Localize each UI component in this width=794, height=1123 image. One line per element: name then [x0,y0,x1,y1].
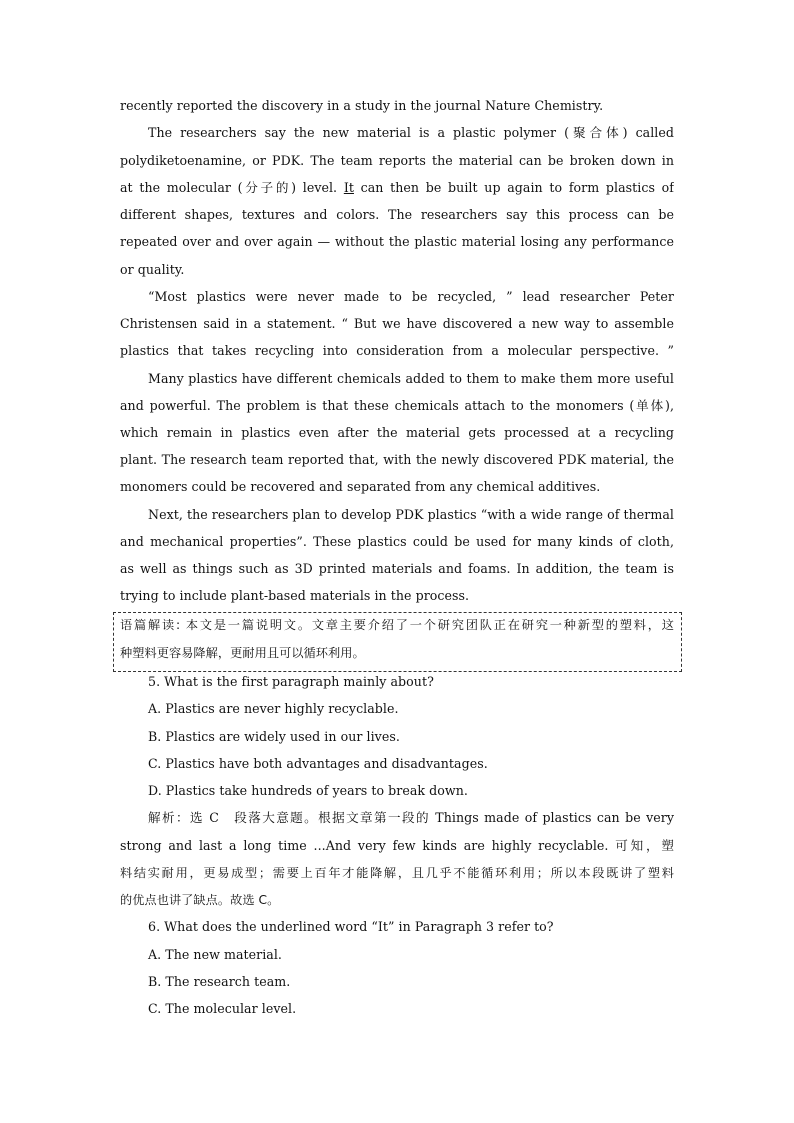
paragraph-2-line-6: or quality. [120,262,185,277]
paragraph-4-line-3: which remain in plastics even after the material gets processed at a recycling [120,425,674,440]
summary-line-1: 语篇解读: 本文是一篇说明文。文章主要介绍了一个研究团队正在研究一种新型的塑料，这 [120,618,674,632]
paragraph-4-line-2: and powerful. The problem is that these chemicals attach to the monomers (单体), [120,398,674,413]
paragraph-3-line-1: “Most plastics were never made to be recycled, ” lead researcher Peter [148,289,674,304]
paragraph-5-line-3: as well as things such as 3D printed materials and foams. In addition, the team is [120,561,674,576]
question-6-option-a: A. The new material. [148,947,282,962]
analysis-line-2: strong and last a long time ...And very few kinds are highly recyclable. 可知，塑 [120,838,674,853]
paragraph-3-line-3: plastics that takes recycling into consideration from a molecular perspective. ” [120,343,674,358]
paragraph-4-line-5: monomers could be recovered and separated from any chemical additives. [120,479,601,494]
question-6-option-c: C. The molecular level. [148,1001,297,1016]
summary-line-2: 种塑料更容易降解，更耐用且可以循环利用。 [120,646,365,660]
text-segment: can then be built up again to form plastics of [353,180,674,195]
paragraph-5-line-1: Next, the researchers plan to develop PDK plastics “with a wide range of thermal [148,507,674,522]
paragraph-2-line-4: different shapes, textures and colors. The researchers say this process can be [120,207,674,222]
paragraph-1-end: recently reported the discovery in a study in the journal Nature Chemistry. [120,98,604,113]
paragraph-2-line-1: The researchers say the new material is a plastic polymer (聚合体) called [148,125,674,140]
question-5-option-d: D. Plastics take hundreds of years to break down. [148,783,468,798]
paragraph-3-line-2: Christensen said in a statement. “ But we have discovered a new way to assemble [120,316,674,331]
question-5-option-b: B. Plastics are widely used in our lives. [148,729,400,744]
paragraph-5-line-2: and mechanical properties”. These plastics could be used for many kinds of cloth, [120,534,674,549]
question-6-stem: 6. What does the underlined word “It” in Paragraph 3 refer to? [148,919,554,934]
analysis-line-4: 的优点也讲了缺点。故选 C。 [120,893,280,907]
text-segment: at the molecular (分子的) level. [120,180,344,195]
analysis-line-1: 解析：选 C 段落大意题。根据文章第一段的 Things made of plastics can be very [148,810,674,825]
paragraph-2-line-5: repeated over and over again — without the plastic material losing any performance [120,234,674,249]
paragraph-2-line-2: polydiketoenamine, or PDK. The team reports the material can be broken down in [120,153,674,168]
paragraph-4-line-4: plant. The research team reported that, with the newly discovered PDK material, the [120,452,674,467]
question-5-option-a: A. Plastics are never highly recyclable. [148,701,399,716]
paragraph-5-line-4: trying to include plant-based materials in the process. [120,588,470,603]
question-6-option-b: B. The research team. [148,974,291,989]
question-5-option-c: C. Plastics have both advantages and disadvantages. [148,756,488,771]
paragraph-4-line-1: Many plastics have different chemicals added to them to make them more useful [148,371,674,386]
analysis-line-3: 料结实耐用，更易成型；需要上百年才能降解，且几乎不能循环利用；所以本段既讲了塑料 [120,866,674,880]
underlined-word-it: It [343,180,354,195]
paragraph-2-line-3 [120,179,674,197]
question-5-stem: 5. What is the first paragraph mainly about? [148,674,434,689]
